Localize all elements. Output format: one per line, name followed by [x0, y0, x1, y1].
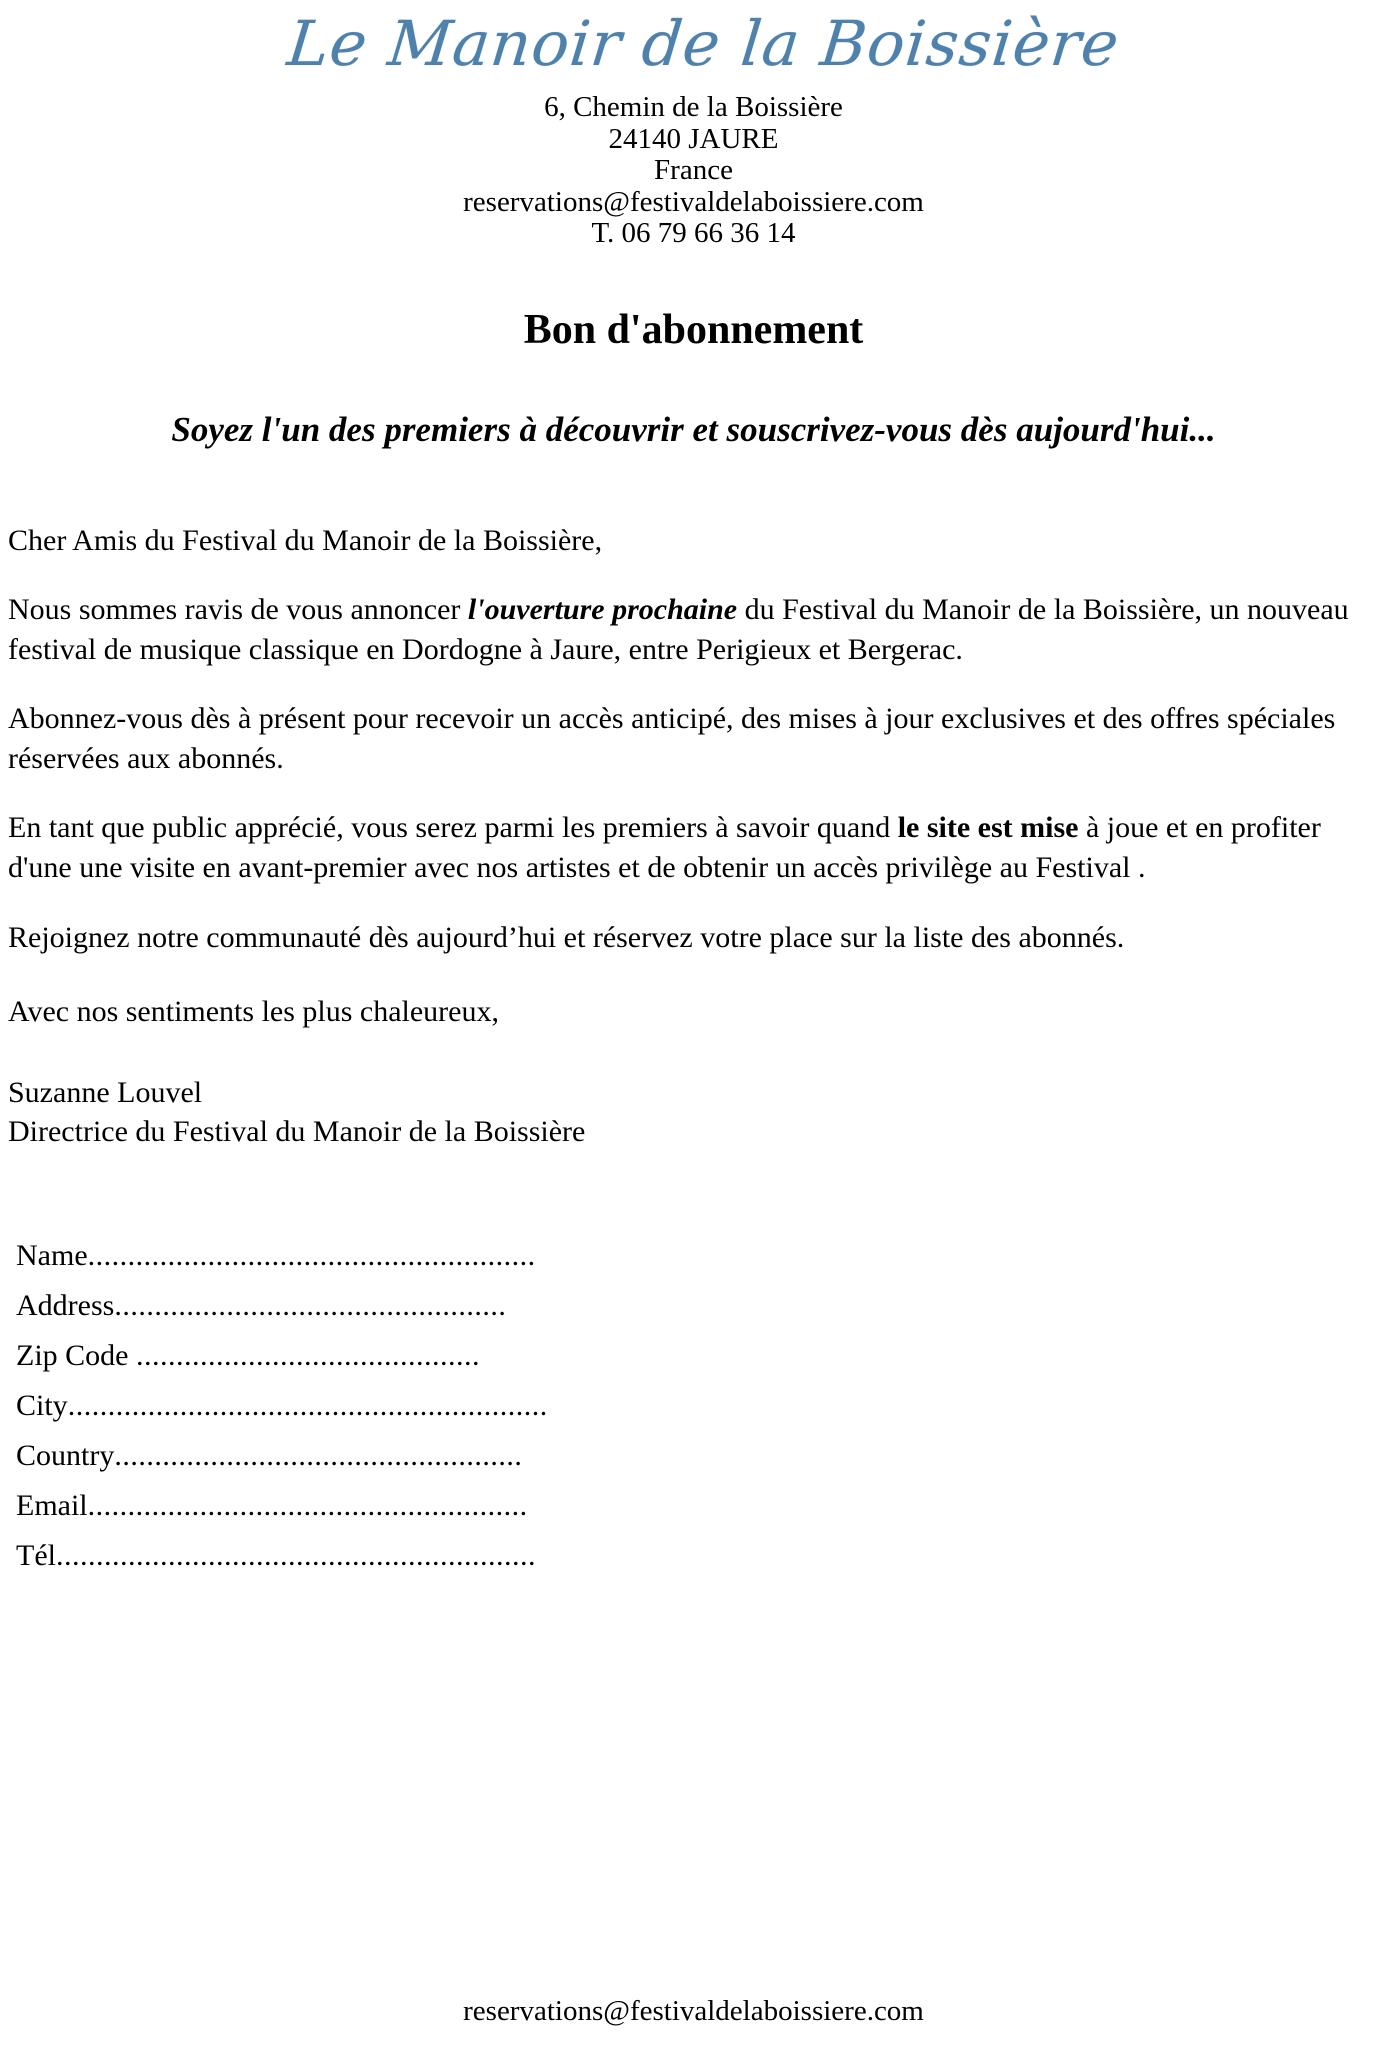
- letter-salutation: Cher Amis du Festival du Manoir de la Boissière,: [8, 524, 603, 558]
- form-label-name: Name: [16, 1239, 88, 1273]
- subscription-form: [8, 1239, 1377, 1573]
- address-country: France: [654, 154, 733, 187]
- letter-paragraph-4: Rejoignez notre communauté dès aujourd’hui et réservez votre place sur la liste des abonnés.: [8, 920, 1125, 954]
- letter-closing: Avec nos sentiments les plus chaleureux,: [8, 995, 499, 1029]
- letter-paragraph-2: Abonnez-vous dès à présent pour recevoir un accès anticipé, des mises à jour exclusives et des offres spéciales réservées aux abonnés.: [8, 702, 1336, 775]
- letter-body: [0, 524, 1387, 1573]
- address-street: 6, Chemin de la Boissière: [544, 91, 843, 123]
- form-dots-name: ........................................................: [87, 1239, 536, 1273]
- form-dots-country: ...................................................: [114, 1439, 523, 1473]
- footer-email: reservations@festivaldelaboissiere.com: [463, 1995, 924, 2027]
- form-label-address: Address: [16, 1289, 115, 1323]
- letter-paragraph-1: [8, 590, 1368, 669]
- address-email: reservations@festivaldelaboissiere.com: [463, 185, 924, 218]
- address-phone: T. 06 79 66 36 14: [591, 217, 796, 250]
- paragraph-3-text-a: En tant que public apprécié, vous serez parmi les premiers à savoir quand: [8, 811, 898, 845]
- address-postal-city: 24140 JAURE: [608, 122, 779, 155]
- form-dots-email: .......................................................: [87, 1489, 528, 1523]
- logo-wordmark: Le Manoir de la Boissière: [284, 6, 1123, 80]
- form-dots-zip-code: ...........................................: [136, 1339, 480, 1373]
- page-title: Bon d'abonnement: [523, 307, 864, 354]
- form-field-email[interactable]: [16, 1489, 1377, 1523]
- paragraph-3-emphasis: le site est mise: [897, 811, 1079, 845]
- form-field-city[interactable]: [16, 1389, 1377, 1423]
- form-label-email: Email: [16, 1489, 88, 1523]
- signature-block: [8, 1073, 1377, 1151]
- letter-paragraph-3: [8, 808, 1368, 887]
- form-field-name[interactable]: [16, 1239, 1377, 1273]
- form-label-city: City: [16, 1389, 68, 1423]
- letterhead-address: [0, 92, 1387, 250]
- form-dots-address: .................................................: [114, 1289, 507, 1323]
- form-field-zip-code[interactable]: [16, 1339, 1377, 1373]
- paragraph-1-text-b: du Festival du Manoir de la Boissière, un nouveau festival de musique classique en Dordogne à Jaure, entre Perigieux et Bergerac.: [8, 593, 1349, 666]
- paragraph-1-text-a: Nous sommes ravis de vous annoncer: [8, 593, 468, 627]
- page-subtitle: Soyez l'un des premiers à découvrir et souscrivez-vous dès aujourd'hui...: [171, 410, 1216, 450]
- form-dots-city: ............................................................: [67, 1389, 548, 1423]
- form-field-address[interactable]: [16, 1289, 1377, 1323]
- signer-name: Suzanne Louvel: [8, 1076, 203, 1110]
- paragraph-1-emphasis: l'ouverture prochaine: [467, 593, 738, 627]
- form-label-country: Country: [16, 1439, 115, 1473]
- paragraph-3-text-b: à joue et en profiter d'une une visite en avant-premier avec nos artistes et de obtenir un accès privilège au Festival .: [8, 811, 1321, 885]
- form-label-telephone: Tél: [16, 1539, 56, 1573]
- form-field-country[interactable]: [16, 1439, 1377, 1473]
- letterhead-logo: [0, 0, 1387, 86]
- form-field-telephone[interactable]: [16, 1539, 1377, 1573]
- form-label-zip-code: Zip Code: [16, 1339, 136, 1373]
- form-dots-telephone: ............................................................: [55, 1539, 536, 1573]
- signer-title: Directrice du Festival du Manoir de la Boissière: [8, 1115, 586, 1149]
